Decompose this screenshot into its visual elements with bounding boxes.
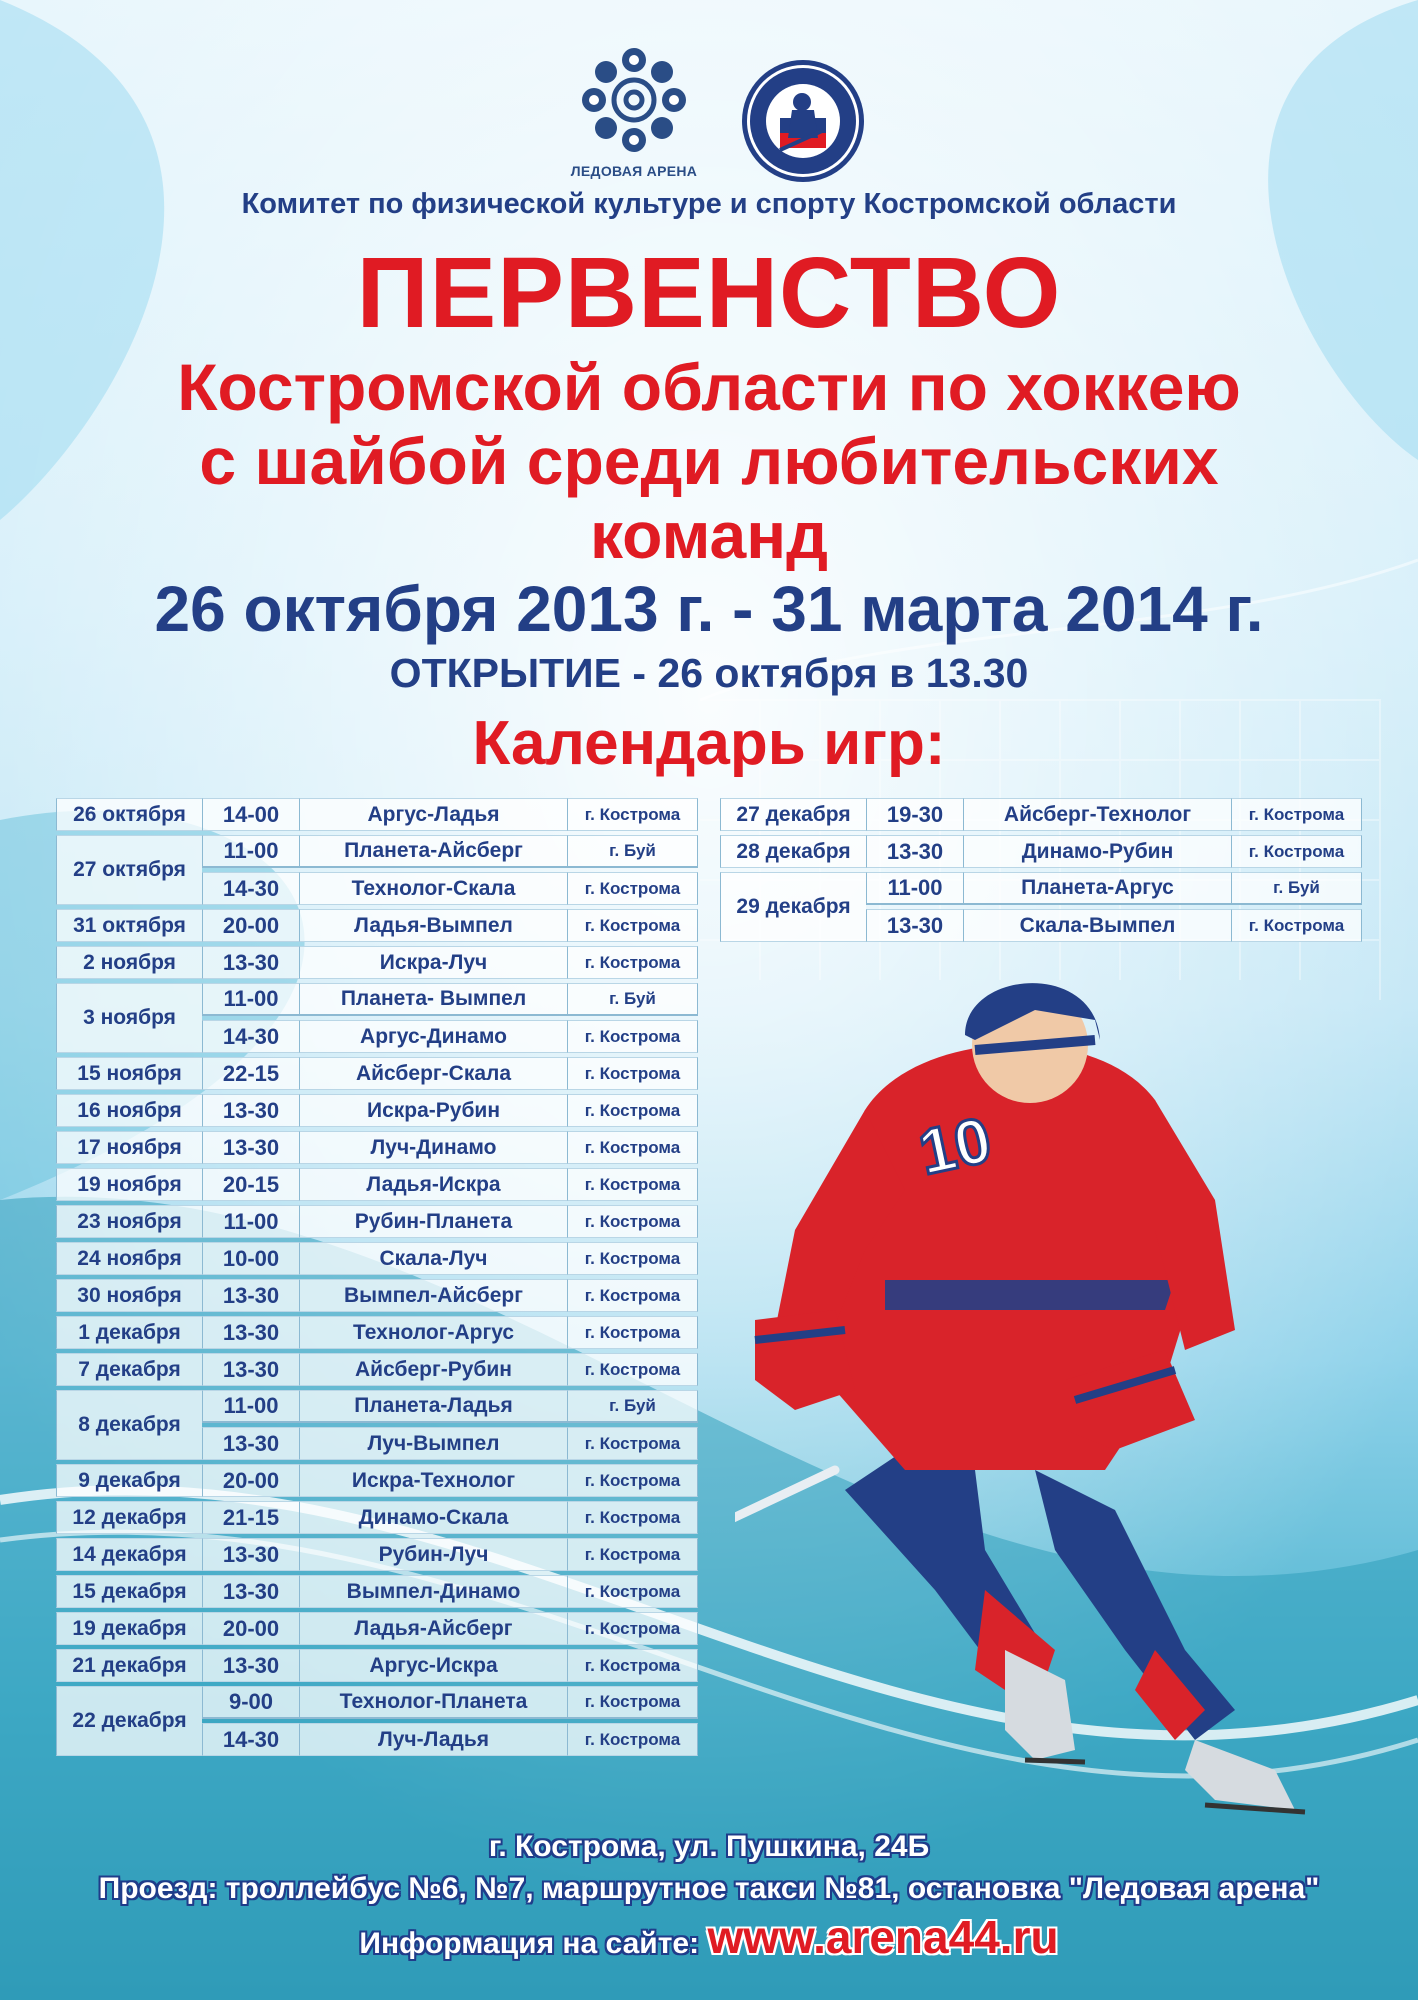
- game-match: Айсберг-Скала: [299, 1057, 567, 1090]
- footer-info-label: Информация на сайте:: [359, 1927, 700, 1960]
- game-match: Динамо-Рубин: [963, 835, 1231, 868]
- game-place: г. Кострома: [567, 909, 698, 942]
- game-date: 22 декабря: [56, 1686, 202, 1756]
- game-date: 15 декабря: [56, 1575, 202, 1608]
- schedule-row: [720, 835, 1362, 868]
- game-place: г. Кострома: [567, 798, 698, 831]
- schedule-row: [56, 1649, 698, 1682]
- game-place: г. Кострома: [567, 1242, 698, 1275]
- game-place: г. Кострома: [567, 1575, 698, 1608]
- game-time: 20-00: [202, 1464, 299, 1497]
- schedule-row: [56, 1501, 698, 1534]
- footer-address: г. Кострома, ул. Пушкина, 24Б: [488, 1830, 930, 1863]
- game-date: 28 декабря: [720, 835, 866, 868]
- game-match: Ладья-Вымпел: [299, 909, 567, 942]
- game-place: г. Кострома: [567, 1020, 698, 1053]
- jersey-number: 10: [912, 1103, 998, 1189]
- game-time: 13-30: [202, 1427, 299, 1460]
- game-place: г. Кострома: [567, 872, 698, 905]
- game-time: 14-30: [202, 1020, 299, 1053]
- game-match: Ладья-Айсберг: [299, 1612, 567, 1645]
- schedule-row: [56, 835, 698, 868]
- game-time: 11-00: [202, 835, 299, 868]
- schedule-row: [56, 983, 698, 1016]
- game-match: Планета-Ладья: [299, 1390, 567, 1423]
- schedule-row: [56, 1131, 698, 1164]
- snowflake-emblem-icon: [580, 46, 688, 154]
- game-match: Луч-Динамо: [299, 1131, 567, 1164]
- game-time: 14-30: [202, 872, 299, 905]
- game-place: г. Кострома: [567, 1205, 698, 1238]
- schedule-row: [56, 798, 698, 831]
- game-place: г. Кострома: [1231, 835, 1362, 868]
- game-match: Планета- Вымпел: [299, 983, 567, 1016]
- game-date: 21 декабря: [56, 1649, 202, 1682]
- season-dates: 26 октября 2013 г. - 31 марта 2014 г.: [154, 573, 1264, 645]
- game-time: 20-15: [202, 1168, 299, 1201]
- footer-transport: Проезд: троллейбус №6, №7, маршрутное такси №81, остановка "Ледовая арена": [98, 1872, 1320, 1905]
- calendar-heading: Календарь игр:: [472, 709, 946, 778]
- schedule-row: [56, 1538, 698, 1571]
- game-time: 13-30: [202, 1279, 299, 1312]
- game-time: 11-00: [202, 1205, 299, 1238]
- game-date: 8 декабря: [56, 1390, 202, 1460]
- schedule-row: [720, 872, 1362, 905]
- committee-line: Комитет по физической культуре и спорту Костромской области: [241, 188, 1177, 220]
- game-match: Технолог-Скала: [299, 872, 567, 905]
- game-match: Искра-Луч: [299, 946, 567, 979]
- game-match: Луч-Вымпел: [299, 1427, 567, 1460]
- game-place: г. Буй: [1231, 872, 1362, 905]
- game-match: Рубин-Планета: [299, 1205, 567, 1238]
- opening-date: ОТКРЫТИЕ - 26 октября в 13.30: [389, 650, 1029, 696]
- game-time: 22-15: [202, 1057, 299, 1090]
- game-place: г. Кострома: [567, 1501, 698, 1534]
- game-date: 2 ноября: [56, 946, 202, 979]
- game-place: г. Кострома: [1231, 798, 1362, 831]
- game-match: Аргус-Ладья: [299, 798, 567, 831]
- schedule-table-left: [56, 794, 698, 1760]
- game-place: г. Кострома: [1231, 909, 1362, 942]
- game-place: г. Кострома: [567, 1094, 698, 1127]
- game-match: Ладья-Искра: [299, 1168, 567, 1201]
- game-match: Айсберг-Рубин: [299, 1353, 567, 1386]
- game-date: 27 октября: [56, 835, 202, 905]
- game-place: г. Буй: [567, 1390, 698, 1423]
- game-match: Рубин-Луч: [299, 1538, 567, 1571]
- game-match: Айсберг-Технолог: [963, 798, 1231, 831]
- game-match: Технолог-Аргус: [299, 1316, 567, 1349]
- schedule-row: [56, 1612, 698, 1645]
- game-match: Аргус-Искра: [299, 1649, 567, 1682]
- hockey-federation-logo-icon: [740, 58, 866, 184]
- schedule-row: [720, 798, 1362, 831]
- game-time: 11-00: [866, 872, 963, 905]
- event-title: ПЕРВЕНСТВО: [356, 237, 1062, 349]
- game-time: 13-30: [202, 1131, 299, 1164]
- event-subtitle: [0, 350, 1418, 572]
- game-time: 11-00: [202, 1390, 299, 1423]
- game-place: г. Кострома: [567, 1464, 698, 1497]
- game-date: 15 ноября: [56, 1057, 202, 1090]
- schedule-row: [56, 909, 698, 942]
- game-time: 14-00: [202, 798, 299, 831]
- game-time: 13-30: [202, 1575, 299, 1608]
- game-date: 19 декабря: [56, 1612, 202, 1645]
- game-date: 24 ноября: [56, 1242, 202, 1275]
- game-match: Планета-Айсберг: [299, 835, 567, 868]
- game-place: г. Кострома: [567, 1686, 698, 1719]
- game-date: 23 ноября: [56, 1205, 202, 1238]
- event-subtitle-line1: Костромской области по хоккею: [177, 350, 1241, 424]
- game-match: Скала-Вымпел: [963, 909, 1231, 942]
- game-place: г. Кострома: [567, 1427, 698, 1460]
- game-time: 13-30: [202, 1649, 299, 1682]
- schedule-row: [56, 1316, 698, 1349]
- schedule-row: [56, 1205, 698, 1238]
- game-date: 19 ноября: [56, 1168, 202, 1201]
- game-match: Технолог-Планета: [299, 1686, 567, 1719]
- game-date: 29 декабря: [720, 872, 866, 942]
- game-date: 9 декабря: [56, 1464, 202, 1497]
- hockey-player-illustration: [735, 950, 1395, 1890]
- game-match: Вымпел-Айсберг: [299, 1279, 567, 1312]
- game-place: г. Кострома: [567, 1538, 698, 1571]
- game-time: 13-30: [202, 1094, 299, 1127]
- game-match: Вымпел-Динамо: [299, 1575, 567, 1608]
- game-place: г. Кострома: [567, 946, 698, 979]
- game-time: 19-30: [866, 798, 963, 831]
- game-match: Луч-Ладья: [299, 1723, 567, 1756]
- game-date: 12 декабря: [56, 1501, 202, 1534]
- schedule-row: [56, 1464, 698, 1497]
- game-place: г. Кострома: [567, 1316, 698, 1349]
- game-date: 27 декабря: [720, 798, 866, 831]
- game-date: 1 декабря: [56, 1316, 202, 1349]
- game-place: г. Кострома: [567, 1279, 698, 1312]
- ice-arena-logo: [570, 46, 698, 179]
- game-time: 20-00: [202, 909, 299, 942]
- game-place: г. Кострома: [567, 1057, 698, 1090]
- game-match: Аргус-Динамо: [299, 1020, 567, 1053]
- schedule-table-right: [720, 794, 1362, 946]
- game-place: г. Кострома: [567, 1612, 698, 1645]
- schedule-row: [56, 1575, 698, 1608]
- game-match: Планета-Аргус: [963, 872, 1231, 905]
- schedule-row: [56, 1094, 698, 1127]
- game-time: 10-00: [202, 1242, 299, 1275]
- game-date: 14 декабря: [56, 1538, 202, 1571]
- ice-arena-logo-label: ЛЕДОВАЯ АРЕНА: [570, 163, 698, 179]
- game-time: 13-30: [202, 1353, 299, 1386]
- game-time: 11-00: [202, 983, 299, 1016]
- schedule-row: [56, 1242, 698, 1275]
- schedule-row: [56, 1686, 698, 1719]
- game-place: г. Кострома: [567, 1353, 698, 1386]
- game-date: 30 ноября: [56, 1279, 202, 1312]
- schedule-row: [56, 1353, 698, 1386]
- event-subtitle-line3: команд: [589, 498, 829, 572]
- game-place: г. Кострома: [567, 1649, 698, 1682]
- game-time: 13-30: [866, 835, 963, 868]
- game-place: г. Буй: [567, 835, 698, 868]
- website-link[interactable]: www.arena44.ru: [707, 1911, 1059, 1963]
- game-match: Скала-Луч: [299, 1242, 567, 1275]
- game-date: 26 октября: [56, 798, 202, 831]
- schedule-row: [56, 1168, 698, 1201]
- game-place: г. Буй: [567, 983, 698, 1016]
- game-time: 21-15: [202, 1501, 299, 1534]
- game-date: 3 ноября: [56, 983, 202, 1053]
- game-date: 16 ноября: [56, 1094, 202, 1127]
- game-time: 9-00: [202, 1686, 299, 1719]
- game-time: 13-30: [866, 909, 963, 942]
- game-date: 17 ноября: [56, 1131, 202, 1164]
- game-match: Искра-Технолог: [299, 1464, 567, 1497]
- schedule-row: [56, 1057, 698, 1090]
- game-place: г. Кострома: [567, 1723, 698, 1756]
- game-match: Динамо-Скала: [299, 1501, 567, 1534]
- game-place: г. Кострома: [567, 1131, 698, 1164]
- game-date: 31 октября: [56, 909, 202, 942]
- schedule-row: [56, 946, 698, 979]
- game-time: 14-30: [202, 1723, 299, 1756]
- schedule-row: [56, 1279, 698, 1312]
- game-time: 20-00: [202, 1612, 299, 1645]
- event-subtitle-line2: с шайбой среди любительских: [199, 424, 1219, 498]
- game-time: 13-30: [202, 946, 299, 979]
- game-time: 13-30: [202, 1538, 299, 1571]
- schedule-row: [56, 1390, 698, 1423]
- game-time: 13-30: [202, 1316, 299, 1349]
- game-place: г. Кострома: [567, 1168, 698, 1201]
- footer-info: [0, 1910, 1418, 1964]
- game-match: Искра-Рубин: [299, 1094, 567, 1127]
- game-date: 7 декабря: [56, 1353, 202, 1386]
